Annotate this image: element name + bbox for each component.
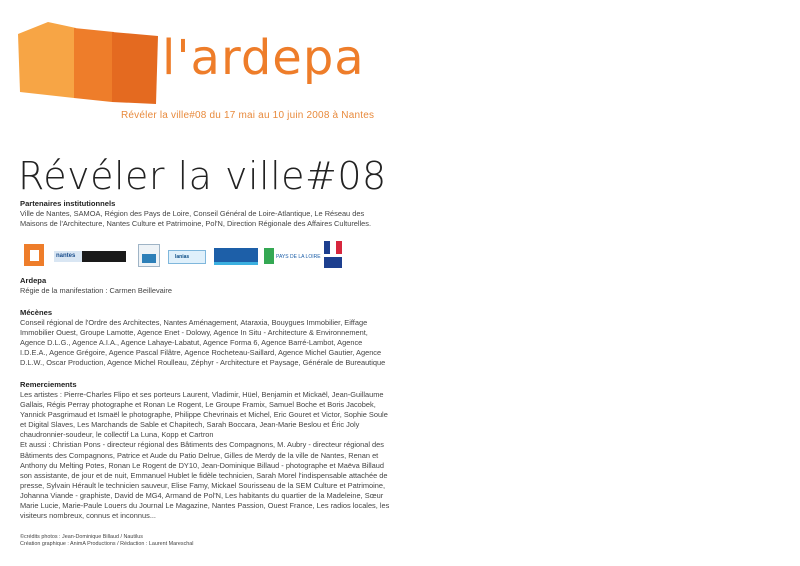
republique-francaise-logo bbox=[322, 241, 344, 269]
remerciements-section bbox=[20, 380, 390, 521]
partner-logo-4 bbox=[168, 250, 206, 264]
partner-logos bbox=[20, 241, 360, 271]
mecenes-text: Conseil régional de l'Ordre des Architectes, Nantes Aménagement, Ataraxia, Bouygues Immobilier, Eiffage Immobilier Ouest, Groupe Lamotte, Agence Enet - Dolowy, Agence In Situ - Architecture & Environnement, Agence D.L.G., Agence A.I.A., Agence Lahaye-Labatut, Agence Forma 6, Agence Barré-Lambot, Agence I.D.E.A., Agence Grégoire, Agence Pascal Filâtre, Agence Rocheteau-Saillard, Agence Michel Gautier, Agence D.L.W., Oscar Production, Agence Michel Roulleau, Zéphyr - Architecture et Paysage, Générale de Bureautique bbox=[20, 318, 386, 368]
mecenes-section bbox=[20, 308, 390, 368]
partner-logo-1 bbox=[24, 244, 44, 266]
remerciements-others: Et aussi : Christian Pons - directeur régional des Bâtiments des Compagnons, M. Aubry - directeur régional des Bâtiments des Compagnons, Patrice et Aude du Patio Delrue, Gilles de Merdy de la ville de Nantes, Renan et Anthony du Melting Potes, Ronan Le Rogent de DY10, Jean-Dominique Billaud - photographe et Maëva Billaud son assistante, de jour et de nuit, Emmanuel Hublet le fidèle technicien, Sarah Morel l'indispensable attachée de presse, Sylvain Hérault le technicien sauveur, Elise Famy, Mickael Sourisseau de la SEM Culture et Patrimoine, Johanna Viande - graphiste, David de MG4, Armand de Pol'N, Les habitants du quartier de la Madeleine, Sœur Marie Lucie, Marie-Paule Louers du Journal Le Magazine, Nantes Passion, Ouest France, Les radios locales, les visiteurs nombreux, connus et inconnus... bbox=[20, 440, 390, 521]
ardepa-logo-shape bbox=[18, 22, 158, 104]
remerciements-artists: Les artistes : Pierre-Charles Flipo et ses porteurs Laurent, Vladimir, Hüel, Benjamin et Mickaël, Jean-Guillaume Gallais, Régis Perray photographe et Ronan Le Rogent, Le Groupe Framix, Samuel Boche et Boris Jacobek, Yannick Pasgrimaud et Ismaël le photographe, Philippe Chevrinais et Michel, Eric Gouret et Victor, Sophie Soule et Digital Slaves, Les Marchands de Sable et Chapitech, Sarah Boccara, Jean-Marie Beslou et Éric Joly chaudronnier-soudeur, le collectif La Luna, Kopp et Cartron bbox=[20, 390, 388, 440]
pays-de-la-loire-logo bbox=[264, 248, 321, 266]
nantes-logo bbox=[54, 251, 126, 262]
partners-heading: Partenaires institutionnels bbox=[20, 199, 116, 208]
brand-name: l'ardepa bbox=[162, 30, 365, 86]
page-title: Révéler la ville#08 bbox=[18, 154, 387, 198]
credits-photos: ©crédits photos : Jean-Dominique Billaud / Nautilus bbox=[20, 534, 143, 540]
partners-text: Ville de Nantes, SAMOA, Région des Pays de Loire, Conseil Général de Loire-Atlantique, Le Réseau des Maisons de l'Architecture, Nantes Culture et Patrimoine, Pol'N, Direction Régionale des Affaires Culturelles. bbox=[20, 209, 372, 229]
ardepa-section bbox=[20, 276, 390, 296]
partner-logo-4-label: lanias bbox=[175, 254, 190, 260]
mecenes-heading: Mécènes bbox=[20, 308, 53, 317]
ardepa-text: Régie de la manifestation : Carmen Beillevaire bbox=[20, 286, 172, 295]
loire-atlantique-logo bbox=[214, 248, 258, 265]
nantes-logo-label: nantes bbox=[56, 253, 76, 259]
credits-design: Création graphique : AnimA Productions / Rédaction : Laurent Mareschal bbox=[20, 541, 194, 548]
remerciements-heading: Remerciements bbox=[20, 380, 77, 389]
credits bbox=[20, 534, 194, 548]
pays-de-la-loire-label: PAYS DE LA LOIRE bbox=[276, 254, 321, 260]
partners-section bbox=[20, 199, 390, 229]
tagline: Révéler la ville#08 du 17 mai au 10 juin 2008 à Nantes bbox=[121, 110, 375, 121]
partner-logo-3 bbox=[138, 244, 160, 267]
ardepa-heading: Ardepa bbox=[20, 276, 47, 285]
